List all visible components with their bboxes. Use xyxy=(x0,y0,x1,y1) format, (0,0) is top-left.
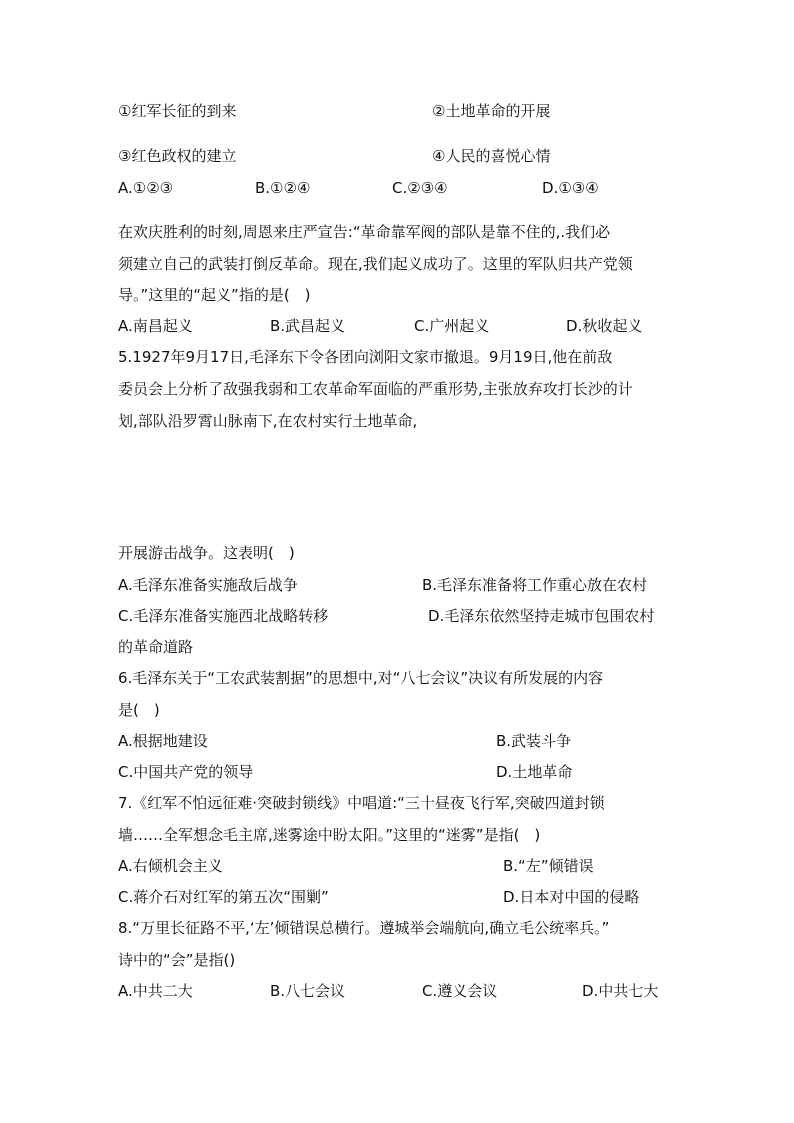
question-text: 8.“万里长征路不平,‘左’倾错误总横行。遵城举会端航向,确立毛公统率兵。” xyxy=(118,919,610,937)
answer-option: C.中国共产党的领导 xyxy=(118,763,254,781)
answer-option: C.蒋介石对红军的第五次“围剿” xyxy=(118,888,329,906)
answer-option: A.①②③ xyxy=(118,179,174,197)
answer-option: B.武装斗争 xyxy=(496,732,572,750)
question-text: 开展游击战争。这表明( ) xyxy=(118,544,295,562)
answer-option: A.根据地建设 xyxy=(118,732,208,750)
answer-option: D.土地革命 xyxy=(496,763,573,781)
answer-option: B.①②④ xyxy=(255,179,311,197)
answer-option: B.武昌起义 xyxy=(270,317,346,335)
question-text: 委员会上分析了敌强我弱和工农革命军面临的严重形势,主张放弃攻打长沙的计 xyxy=(118,380,633,398)
question-item: ④人民的喜悦心情 xyxy=(432,147,551,165)
answer-option: C.广州起义 xyxy=(414,317,490,335)
question-text: 7.《红军不怕远征难·突破封锁线》中唱道:“三十昼夜飞行军,突破四道封锁 xyxy=(118,794,605,812)
answer-option: C.②③④ xyxy=(392,179,448,197)
answer-option: A.南昌起义 xyxy=(118,317,193,335)
question-item: ③红色政权的建立 xyxy=(118,147,237,165)
question-item: ①红军长征的到来 xyxy=(118,102,237,120)
question-item: ②土地革命的开展 xyxy=(432,102,551,120)
answer-option-continued: 的革命道路 xyxy=(118,638,194,656)
question-text: 诗中的“会”是指() xyxy=(118,951,236,969)
question-text: 6.毛泽东关于“工农武装割据”的思想中,对“八七会议”决议有所发展的内容 xyxy=(118,669,604,687)
answer-option: B.毛泽东准备将工作重心放在农村 xyxy=(422,576,648,594)
answer-option: A.毛泽东准备实施敌后战争 xyxy=(118,576,298,594)
answer-option: D.毛泽东依然坚持走城市包围农村 xyxy=(428,607,655,625)
question-text: 墙……全军想念毛主席,迷雾途中盼太阳。”这里的“迷雾”是指( ) xyxy=(118,826,541,844)
question-text: 是( ) xyxy=(118,701,160,719)
answer-option: D.日本对中国的侵略 xyxy=(503,888,640,906)
answer-option: B.八七会议 xyxy=(270,982,346,1000)
question-text: 在欢庆胜利的时刻,周恩来庄严宣告:“革命靠军阀的部队是靠不住的,.我们必 xyxy=(118,223,611,241)
answer-option: B.“左”倾错误 xyxy=(503,857,594,875)
question-text: 须建立自己的武装打倒反革命。现在,我们起义成功了。这里的军队归共产党领 xyxy=(118,255,633,273)
answer-option: A.中共二大 xyxy=(118,982,193,1000)
answer-option: C.遵义会议 xyxy=(422,982,498,1000)
question-text: 导。”这里的“起义”指的是( ) xyxy=(118,286,311,304)
answer-option: A.右倾机会主义 xyxy=(118,857,223,875)
question-text: 划,部队沿罗霄山脉南下,在农村实行土地革命, xyxy=(118,412,418,430)
answer-option: D.中共七大 xyxy=(582,982,659,1000)
answer-option: D.①③④ xyxy=(542,179,599,197)
answer-option: D.秋收起义 xyxy=(566,317,643,335)
question-text: 5.1927年9月17日,毛泽东下令各团向浏阳文家市撤退。9月19日,他在前敌 xyxy=(118,348,613,366)
answer-option: C.毛泽东准备实施西北战略转移 xyxy=(118,607,329,625)
